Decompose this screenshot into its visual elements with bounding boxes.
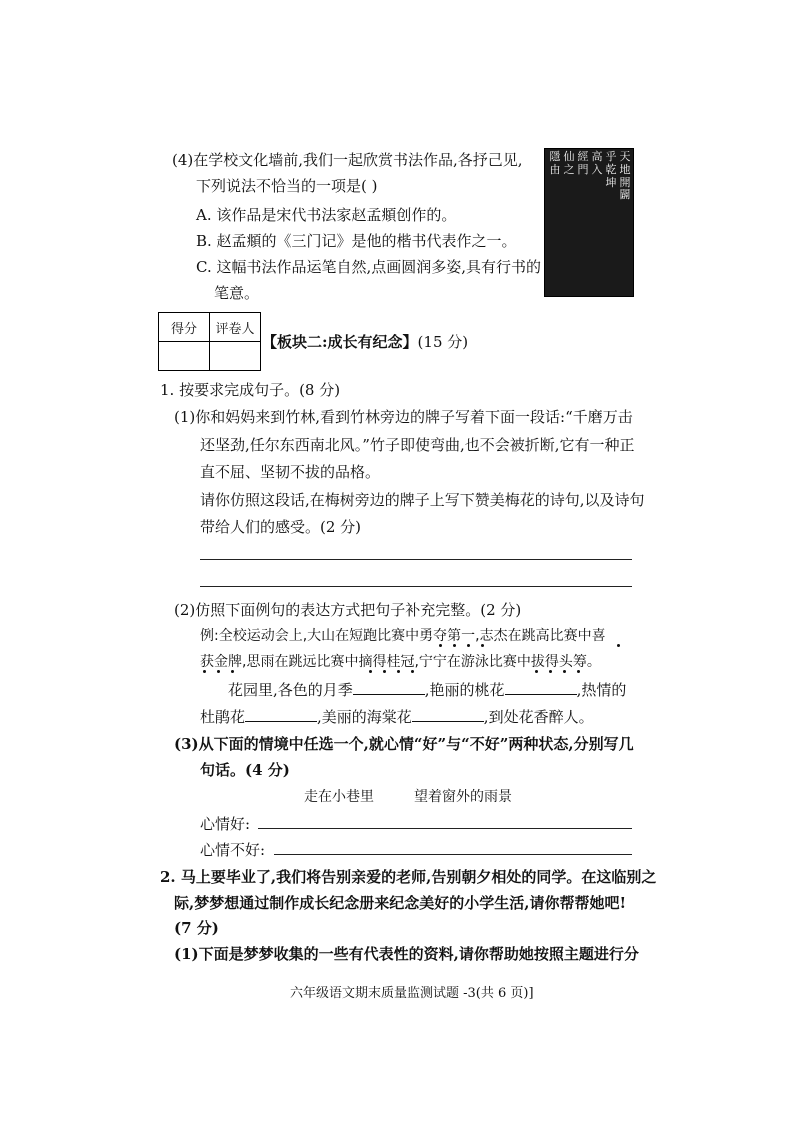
example-line2: 获金牌,思雨在跳远比赛中摘得桂冠,宁宁在游泳比赛中拔得头筹。 xyxy=(200,654,601,670)
calligraphy-column: 乎乾坤 xyxy=(605,150,617,189)
q1-1-line1: (1)你和妈妈来到竹林,看到竹林旁边的牌子写着下面一段话:“千磨万击 xyxy=(174,408,633,426)
score-cell[interactable] xyxy=(159,342,210,371)
q1-1-line5: 带给人们的感受。(2 分) xyxy=(200,518,362,536)
section-score: (15 分) xyxy=(417,333,469,351)
fill-text: ,美丽的海棠花 xyxy=(317,708,412,726)
emphasis-dot xyxy=(369,670,372,673)
answer-line[interactable] xyxy=(200,586,632,587)
q1-1-line4: 请你仿照这段话,在梅树旁边的牌子上写下赞美梅花的诗句,以及诗句 xyxy=(200,491,645,509)
calligraphy-column: 隱由 xyxy=(549,150,561,176)
q4-stem-line2: 下列说法不恰当的一项是( ) xyxy=(196,177,378,195)
calligraphy-column: 經門 xyxy=(577,150,589,176)
q1-2-title: (2)仿照下面例句的表达方式把句子补充完整。(2 分) xyxy=(174,601,522,619)
good-mood-answer-line[interactable] xyxy=(258,828,632,829)
q1-3-line1: (3)从下面的情境中任选一个,就心情“好”与“不好”两种状态,分别写几 xyxy=(174,735,634,753)
fill-line1 xyxy=(228,680,626,700)
fill-text: 杜鹃花 xyxy=(200,708,246,726)
emphasis-dot xyxy=(535,670,538,673)
fill-text: 花园里,各色的月季 xyxy=(228,681,353,699)
calligraphy-image xyxy=(544,148,634,297)
calligraphy-column: 天地開闢 xyxy=(619,150,631,202)
q2-line2: 际,梦梦想通过制作成长纪念册来纪念美好的小学生活,请你帮帮她吧! xyxy=(174,894,627,912)
fill-blank[interactable] xyxy=(412,707,484,722)
emphasis-dot xyxy=(217,670,220,673)
q1-title: 1. 按要求完成句子。(8 分) xyxy=(160,381,341,399)
q1-1-line3: 直不屈、坚韧不拔的品格。 xyxy=(200,463,381,481)
q2-line3: (7 分) xyxy=(174,919,219,937)
q4-option-b: B. 赵孟頫的《三门记》是他的楷书代表作之一。 xyxy=(196,232,517,250)
emphasis-dot xyxy=(231,670,234,673)
answer-line[interactable] xyxy=(200,559,632,560)
fill-text: ,艳丽的桃花 xyxy=(424,681,505,699)
emphasis-dot xyxy=(563,670,566,673)
score-header: 得分 xyxy=(159,313,210,342)
fill-line2 xyxy=(200,707,594,727)
bad-mood-answer-line[interactable] xyxy=(274,854,632,855)
emphasis-dot xyxy=(617,644,620,647)
q4-stem-line1: (4)在学校文化墙前,我们一起欣赏书法作品,各抒己见, xyxy=(172,151,523,169)
calligraphy-column: 仙之 xyxy=(563,150,575,176)
grader-header: 评卷人 xyxy=(210,313,261,342)
q4-option-a: A. 该作品是宋代书法家赵孟頫创作的。 xyxy=(196,206,457,224)
grader-cell[interactable] xyxy=(210,342,261,371)
emphasis-dot xyxy=(549,670,552,673)
bad-mood-label: 心情不好: xyxy=(200,841,266,859)
section-heading xyxy=(262,332,468,352)
scene-option-2: 望着窗外的雨景 xyxy=(414,789,512,805)
emphasis-dot xyxy=(203,670,206,673)
calligraphy-column: 高入 xyxy=(591,150,603,176)
q2-line1: 2. 马上要毕业了,我们将告别亲爱的老师,告别朝夕相处的同学。在这临别之 xyxy=(160,868,657,886)
emphasis-dot xyxy=(411,670,414,673)
emphasis-dot xyxy=(577,670,580,673)
q1-1-line2: 还坚劲,任尔东西南北风。”竹子即使弯曲,也不会被折断,它有一种正 xyxy=(200,436,635,454)
emphasis-dot xyxy=(481,644,484,647)
emphasis-dot xyxy=(439,644,442,647)
good-mood-label: 心情好: xyxy=(200,815,251,833)
emphasis-dot xyxy=(383,670,386,673)
fill-text: ,到处花香醉人。 xyxy=(483,708,594,726)
q4-option-c-line1: C. 这幅书法作品运笔自然,点画圆润多姿,具有行书的 xyxy=(196,258,542,276)
scene-option-1: 走在小巷里 xyxy=(304,789,374,805)
page-footer: 六年级语文期末质量监测试题 -3(共 6 页)] xyxy=(290,986,534,1001)
fill-blank[interactable] xyxy=(505,680,577,695)
emphasis-dot xyxy=(397,670,400,673)
q4-option-c-line2: 笔意。 xyxy=(214,284,260,302)
q1-3-line2: 句话。(4 分) xyxy=(200,761,290,779)
q2-1-line1: (1)下面是梦梦收集的一些有代表性的资料,请你帮助她按照主题进行分 xyxy=(174,945,639,963)
example-line1: 例:全校运动会上,大山在短跑比赛中勇夺第一,志杰在跳高比赛中喜 xyxy=(200,628,606,644)
emphasis-dot xyxy=(467,644,470,647)
emphasis-dot xyxy=(453,644,456,647)
fill-blank[interactable] xyxy=(245,707,317,722)
fill-blank[interactable] xyxy=(353,680,425,695)
section-title: 【板块二:成长有纪念】 xyxy=(262,333,418,351)
score-table xyxy=(158,312,261,371)
fill-text: ,热情的 xyxy=(576,681,627,699)
